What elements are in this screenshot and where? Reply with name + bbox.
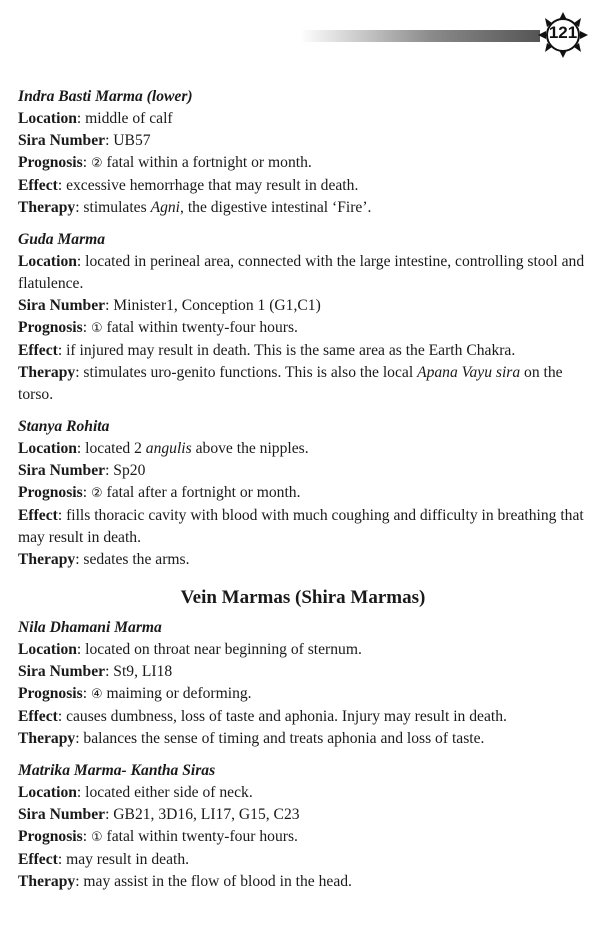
marma-title: Matrika Marma- Kantha Siras	[18, 762, 216, 779]
effect-line: Effect: if injured may result in death. This is the same area as the Earth Chakra.	[18, 342, 516, 359]
prognosis-line: Prognosis: ① fatal within twenty-four hours.	[18, 319, 298, 336]
effect-line: Effect: fills thoracic cavity with blood with much coughing and difficulty in breathing that may result in death.	[18, 507, 584, 546]
location-line: Location: located 2 angulis above the nipples.	[18, 440, 309, 457]
location-line: Location: middle of calf	[18, 110, 173, 127]
marma-title: Indra Basti Marma (lower)	[18, 88, 193, 105]
therapy-line: Therapy: stimulates Agni, the digestive intestinal ‘Fire’.	[18, 199, 372, 216]
sira-line: Sira Number: Sp20	[18, 462, 146, 479]
marma-title: Nila Dhamani Marma	[18, 619, 162, 636]
prognosis-symbol: ②	[90, 486, 103, 501]
page-number-badge	[536, 12, 590, 58]
prognosis-line: Prognosis: ④ maiming or deforming.	[18, 685, 252, 702]
prognosis-symbol: ①	[90, 830, 103, 845]
location-line: Location: located either side of neck.	[18, 784, 253, 801]
page-number: 121	[548, 23, 578, 42]
prognosis-symbol: ②	[90, 156, 103, 171]
prognosis-line: Prognosis: ① fatal within twenty-four hours.	[18, 828, 298, 845]
therapy-line: Therapy: may assist in the flow of blood in the head.	[18, 873, 352, 890]
marma-entry	[18, 760, 588, 893]
location-line: Location: located in perineal area, connected with the large intestine, controlling stool and flatulence.	[18, 253, 585, 292]
sira-line: Sira Number: GB21, 3D16, LI17, G15, C23	[18, 806, 300, 823]
prognosis-symbol: ①	[90, 321, 103, 336]
effect-line: Effect: causes dumbness, loss of taste and aphonia. Injury may result in death.	[18, 708, 507, 725]
therapy-line: Therapy: stimulates uro-genito functions. This is also the local Apana Vayu sira on the torso.	[18, 364, 563, 403]
effect-line: Effect: may result in death.	[18, 851, 190, 868]
marma-entry	[18, 617, 588, 750]
page-content	[18, 86, 588, 903]
prognosis-symbol: ④	[90, 687, 103, 702]
effect-line: Effect: excessive hemorrhage that may result in death.	[18, 177, 359, 194]
marma-entry	[18, 416, 588, 571]
sira-line: Sira Number: Minister1, Conception 1 (G1,C1)	[18, 297, 321, 314]
marma-title: Stanya Rohita	[18, 418, 110, 435]
header-decorative-band	[300, 30, 540, 42]
prognosis-line: Prognosis: ② fatal within a fortnight or month.	[18, 154, 312, 171]
sira-line: Sira Number: UB57	[18, 132, 151, 149]
prognosis-line: Prognosis: ② fatal after a fortnight or month.	[18, 484, 301, 501]
marma-title: Guda Marma	[18, 231, 106, 248]
marma-entry	[18, 86, 588, 219]
therapy-line: Therapy: sedates the arms.	[18, 551, 190, 568]
sira-line: Sira Number: St9, LI18	[18, 663, 173, 680]
location-line: Location: located on throat near beginning of sternum.	[18, 641, 362, 658]
marma-entry	[18, 229, 588, 406]
section-heading: Vein Marmas (Shira Marmas)	[180, 587, 426, 608]
therapy-line: Therapy: balances the sense of timing and treats aphonia and loss of taste.	[18, 730, 485, 747]
